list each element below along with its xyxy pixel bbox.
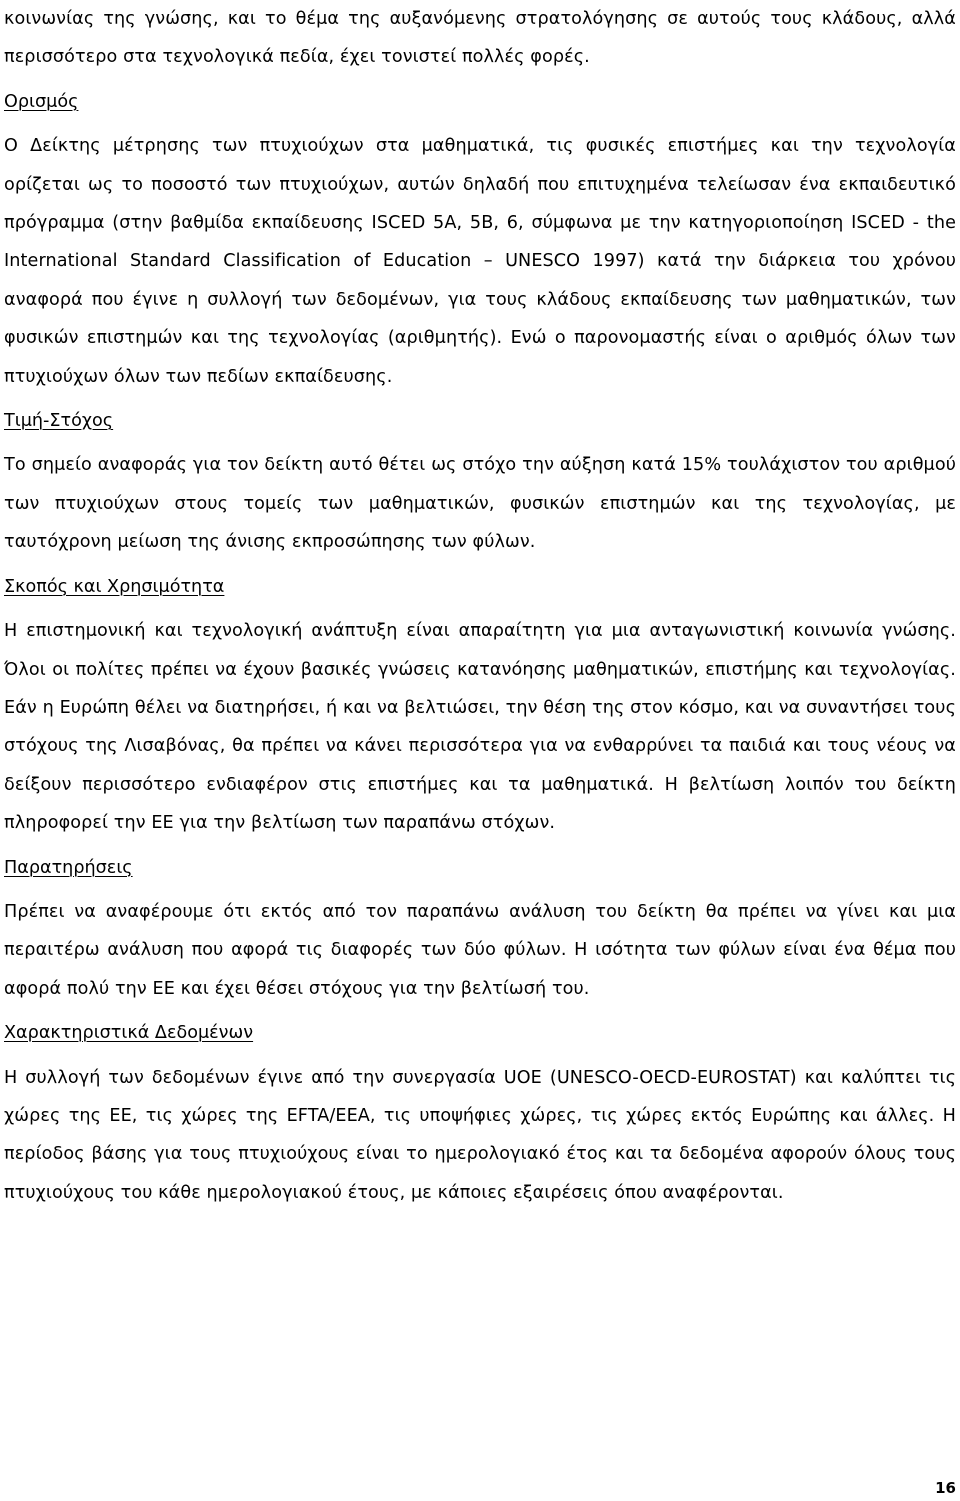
paragraph-data-characteristics: Η συλλογή των δεδομένων έγινε από την συνεργασία UOE (UNESCO-OECD-EUROSTAT) και καλύπτει τις χώρες της ΕΕ, τις χώρες της EFTA/EEA, τις υποψήφιες χώρες, τις χώρες εκτός Ευρώπης και άλλες. Η περίοδος βάσης για τους πτυχιούχους είναι το ημερολογιακό έτος και τα δεδομένα αφορούν όλους τους πτυχιούχους του κάθε ημερολογιακού έτους, με κάποιες εξαιρέσεις όπου αναφέρονται. [4, 1067, 956, 1203]
heading-purpose: Σκοπός και Χρησιμότητα [4, 576, 225, 597]
heading-data-characteristics: Χαρακτηριστικά Δεδομένων [4, 1023, 254, 1044]
page-number: 16 [935, 1479, 956, 1497]
paragraph-remarks: Πρέπει να αναφέρουμε ότι εκτός από τον παραπάνω ανάλυση του δείκτη θα πρέπει να γίνει και μια περαιτέρω ανάλυση που αφορά τις διαφορές των δύο φύλων. Η ισότητα των φύλων είναι ένα θέμα που αφορά πολύ την ΕΕ και έχει θέσει στόχους για την βελτίωσή του. [4, 901, 956, 999]
intro-paragraph: κοινωνίας της γνώσης, και το θέμα της αυξανόμενης στρατολόγησης σε αυτούς τους κλάδους, αλλά περισσότερο στα τεχνολογικά πεδία, έχει τονιστεί πολλές φορές. [4, 9, 956, 68]
document-page [4, 0, 956, 1212]
paragraph-purpose: Η επιστημονική και τεχνολογική ανάπτυξη είναι απαραίτητη για μια ανταγωνιστική κοινωνία γνώσης. Όλοι οι πολίτες πρέπει να έχουν βασικές γνώσεις κατανόησης μαθηματικών, επιστήμης και τεχνολογίας. Εάν η Ευρώπη θέλει να διατηρήσει, ή και να βελτιώσει, την θέση της στον κόσμο, και να συναντήσει τους στόχους της Λισαβόνας, θα πρέπει να κάνει περισσότερα για να ενθαρρύνει τα παιδιά και τους νέους να δείξουν περισσότερο ενδιαφέρον στις επιστήμες και τα μαθηματικά. Η βελτίωση λοιπόν του δείκτη πληροφορεί την ΕΕ για την βελτίωση των παραπάνω στόχων. [4, 621, 956, 834]
paragraph-target-value: Το σημείο αναφοράς για τον δείκτη αυτό θέτει ως στόχο την αύξηση κατά 15% τουλάχιστον του αριθμού των πτυχιούχων στους τομείς των μαθηματικών, φυσικών επιστημών και της τεχνολογίας, με ταυτόχρονη μείωση της άνισης εκπροσώπησης των φύλων. [4, 455, 956, 553]
heading-remarks: Παρατηρήσεις [4, 857, 133, 878]
heading-definition: Ορισμός [4, 91, 79, 112]
heading-target-value: Τιμή-Στόχος [4, 411, 114, 432]
paragraph-definition: Ο Δείκτης μέτρησης των πτυχιούχων στα μαθηματικά, τις φυσικές επιστήμες και την τεχνολογία ορίζεται ως το ποσοστό των πτυχιούχων, αυτών δηλαδή που επιτυχημένα τελείωσαν ένα εκπαιδευτικό πρόγραμμα (στην βαθμίδα εκπαίδευσης ISCED 5A, 5B, 6, σύμφωνα με την κατηγοριοποίηση ISCED - the International Standard Classification of Education – UNESCO 1997) κατά την διάρκεια του χρόνου αναφορά που έγινε η συλλογή των δεδομένων, για τους κλάδους εκπαίδευσης των μαθηματικών, των φυσικών επιστημών και της τεχνολογίας (αριθμητής). Ενώ ο παρονομαστής είναι ο αριθμός όλων των πτυχιούχων όλων των πεδίων εκπαίδευσης. [4, 136, 956, 387]
